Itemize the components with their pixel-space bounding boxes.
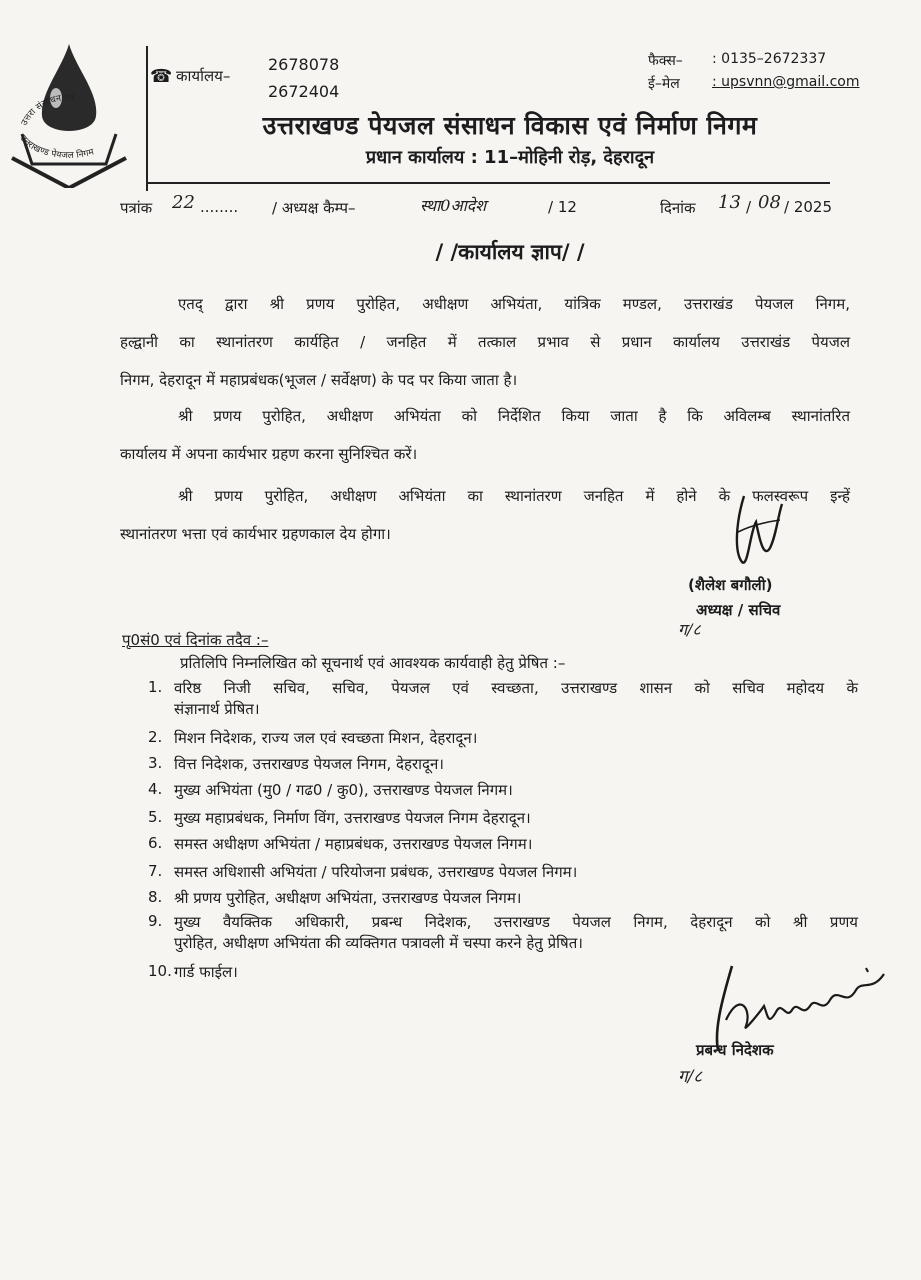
list-item-number: 9.: [148, 912, 163, 930]
paragraph-2: [120, 397, 850, 473]
email-label: ई–मेल: [648, 76, 680, 92]
managing-director-title: प्रबन्ध निदेशक: [696, 1041, 774, 1059]
paragraph-line: हल्द्वानी का स्थानांतरण कार्यहित / जनहित में तत्काल प्रभाव से प्रधान कार्यालय उत्तराखंड पेयजल: [120, 333, 850, 351]
office-phone-1: 2678078: [268, 55, 340, 74]
memo-title: / /कार्यालय ज्ञाप/ /: [435, 240, 585, 264]
fax-number: : 0135–2672337: [712, 51, 827, 67]
reference-camp-prefix: / अध्यक्ष कैम्प–: [272, 199, 356, 217]
list-item-text: वरिष्ठ निजी सचिव, सचिव, पेयजल एवं स्वच्छता, उत्तराखण्ड शासन को सचिव महोदय के: [174, 679, 858, 697]
signatory-name: (शैलेश बगौली): [688, 576, 773, 594]
list-item-number: 8.: [148, 888, 163, 906]
date-year: / 2025: [784, 198, 832, 216]
patrank-number: 22: [172, 192, 195, 213]
list-item-text: समस्त अधिशासी अभियंता / परियोजना प्रबंधक, उत्तराखण्ड पेयजल निगम।: [174, 863, 578, 881]
fax-label: फैक्स–: [648, 53, 683, 69]
letterhead-vertical-rule: [146, 46, 148, 191]
list-item-number: 4.: [148, 780, 163, 798]
handwritten-initials: ग/८: [678, 1067, 703, 1087]
date-month: 08: [758, 192, 781, 213]
list-item-text: मिशन निदेशक, राज्य जल एवं स्वच्छता मिशन, देहरादून।: [174, 729, 478, 747]
date-day: 13: [718, 192, 741, 213]
patrank-label: पत्रांक: [120, 199, 153, 217]
list-item-number: 2.: [148, 728, 163, 746]
email-address: : upsvnn@gmail.com: [712, 74, 860, 90]
list-item-text: गार्ड फाईल।: [174, 963, 238, 981]
copy-intro: प्रतिलिपि निम्नलिखित को सूचनार्थ एवं आवश्यक कार्यवाही हेतु प्रेषित :–: [180, 654, 566, 672]
list-item-text: मुख्य वैयक्तिक अधिकारी, प्रबन्ध निदेशक, उत्तराखण्ड पेयजल निगम, देहरादून को श्री प्रणय: [174, 913, 858, 931]
list-item-number: 6.: [148, 834, 163, 852]
signatory-designation: अध्यक्ष / सचिव: [696, 601, 781, 619]
list-item-text: वित्त निदेशक, उत्तराखण्ड पेयजल निगम, देहरादून।: [174, 755, 444, 773]
list-item-text: श्री प्रणय पुरोहित, अधीक्षण अभियंता, उत्तराखण्ड पेयजल निगम।: [174, 889, 522, 907]
date-separator: /: [746, 198, 752, 216]
list-item-text: समस्त अधीक्षण अभियंता / महाप्रबंधक, उत्तराखण्ड पेयजल निगम।: [174, 835, 533, 853]
handwritten-initials: ग/८: [678, 620, 701, 639]
date-label: दिनांक: [660, 199, 696, 217]
copy-heading: पृ0सं0 एवं दिनांक तदैव :–: [122, 631, 269, 649]
reference-handwritten-code: स्था0आदेश: [420, 196, 487, 215]
office-phone-2: 2672404: [268, 82, 340, 101]
head-office-address: प्रधान कार्यालय : 11–मोहिनी रोड़, देहरादून: [365, 147, 655, 168]
list-item-number: 1.: [148, 678, 163, 696]
patrank-dots: ........: [200, 198, 239, 216]
list-item-text: मुख्य महाप्रबंधक, निर्माण विंग, उत्तराखण्ड पेयजल निगम देहरादून।: [174, 809, 531, 827]
paragraph-line: निगम, देहरादून में महाप्रबंधक(भूजल / सर्वेक्षण) के पद पर किया जाता है।: [120, 371, 518, 389]
organisation-name: उत्तराखण्ड पेयजल संसाधन विकास एवं निर्माण निगम: [262, 111, 758, 140]
list-item-number: 5.: [148, 808, 163, 826]
paragraph-line: श्री प्रणय पुरोहित, अधीक्षण अभियंता का स्थानांतरण जनहित में होने के फलस्वरूप इन्हें: [178, 487, 850, 505]
organisation-logo: [4, 38, 134, 188]
list-item-number: 3.: [148, 754, 163, 772]
office-phone-label: कार्यालय–: [176, 67, 231, 85]
paragraph-line: कार्यालय में अपना कार्यभार ग्रहण करना सुनिश्चित करें।: [120, 445, 418, 463]
reference-suffix: / 12: [548, 198, 577, 216]
letterhead-horizontal-rule: [146, 182, 830, 184]
paragraph-line: श्री प्रणय पुरोहित, अधीक्षण अभियंता को निर्देशित किया जाता है कि अविलम्ब स्थानांतरित: [178, 407, 850, 425]
list-item-text: संज्ञानार्थ प्रेषित।: [174, 700, 260, 718]
list-item-number: 10.: [148, 962, 172, 980]
svg-text:उत्तरा संसाधन एवं: उत्तरा संसाधन एवं: [19, 93, 75, 128]
paragraph-line: स्थानांतरण भत्ता एवं कार्यभार ग्रहणकाल देय होगा।: [120, 525, 391, 543]
chairman-signature: [730, 492, 790, 572]
list-item-number: 7.: [148, 862, 163, 880]
telephone-icon: ☎: [150, 66, 173, 87]
svg-text:उत्तराखण्ड पेयजल निगम: उत्तराखण्ड पेयजल निगम: [17, 133, 96, 162]
paragraph-line: एतद् द्वारा श्री प्रणय पुरोहित, अधीक्षण अभियंता, यांत्रिक मण्डल, उत्तराखंड पेयजल निगम,: [178, 295, 850, 313]
list-item-text: मुख्य अभियंता (मु0 / गढ0 / कु0), उत्तराखण्ड पेयजल निगम।: [174, 781, 513, 799]
paragraph-1: [120, 285, 850, 399]
list-item-text: पुरोहित, अधीक्षण अभियंता की व्यक्तिगत पत्रावली में चस्पा करने हेतु प्रेषित।: [174, 934, 583, 952]
